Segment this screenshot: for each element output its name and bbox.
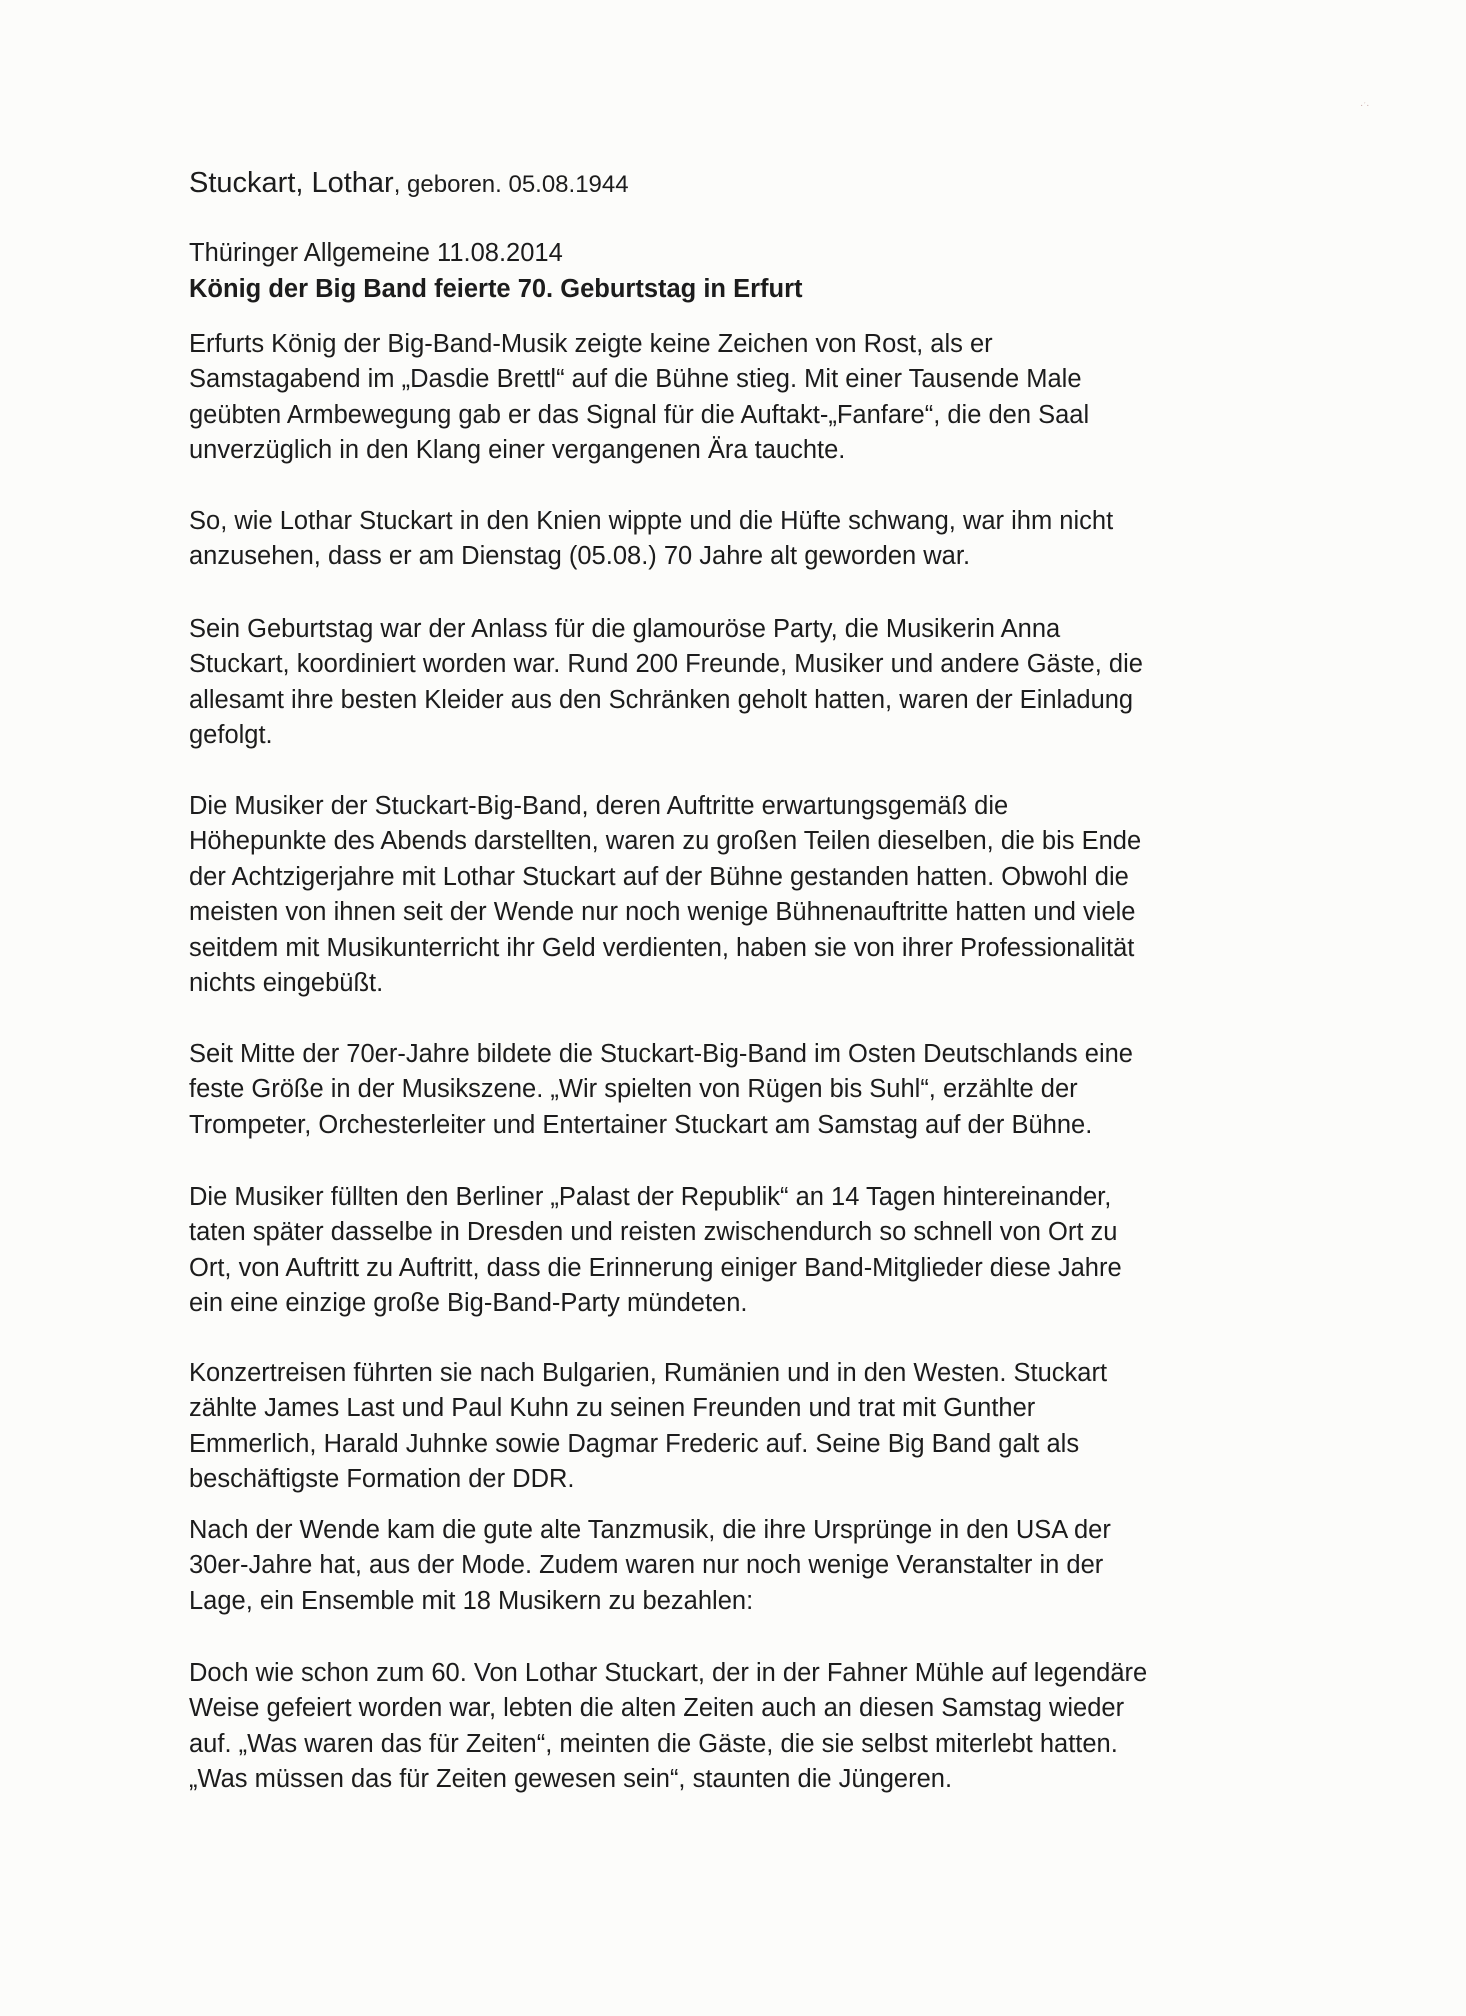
paragraph-line: ein eine einzige große Big-Band-Party mündeten. <box>189 1289 748 1318</box>
paragraph-line: Seit Mitte der 70er-Jahre bildete die Stuckart-Big-Band im Osten Deutschlands eine <box>189 1040 1133 1068</box>
article-paragraph <box>189 1037 1133 1143</box>
paragraph-line: 30er-Jahre hat, aus der Mode. Zudem waren nur noch wenige Veranstalter in der <box>189 1551 1104 1580</box>
paragraph-line: Lage, ein Ensemble mit 18 Musikern zu bezahlen: <box>189 1586 754 1615</box>
paragraph-line: unverzüglich in den Klang einer vergangenen Ära tauchte. <box>189 436 846 465</box>
paragraph-line: Weise gefeiert worden war, lebten die alten Zeiten auch an diesen Samstag wieder <box>189 1694 1125 1723</box>
paragraph-line: Emmerlich, Harald Juhnke sowie Dagmar Frederic auf. Seine Big Band galt als <box>189 1429 1080 1458</box>
article-paragraph <box>189 1656 1147 1798</box>
paragraph-line: Nach der Wende kam die gute alte Tanzmusik, die ihre Ursprünge in den USA der <box>189 1516 1111 1544</box>
person-name: Stuckart, Lothar <box>189 167 394 199</box>
article-paragraph <box>189 1513 1111 1619</box>
source-line: Thüringer Allgemeine 11.08.2014 <box>189 239 563 267</box>
paragraph-line: gefolgt. <box>189 721 273 750</box>
paragraph-line: Doch wie schon zum 60. Von Lothar Stuckart, der in der Fahner Mühle auf legendäre <box>189 1659 1148 1687</box>
paragraph-line: nichts eingebüßt. <box>189 969 384 998</box>
paragraph-line: geübten Armbewegung gab er das Signal für die Auftakt-„Fanfare“, die den Saal <box>189 400 1090 429</box>
scan-mark: ·ˑ· <box>1360 100 1370 111</box>
paragraph-line: meisten von ihnen seit der Wende nur noch wenige Bühnenauftritte hatten und viele <box>189 898 1136 927</box>
article-paragraph <box>189 612 1143 754</box>
paragraph-line: feste Größe in der Musikszene. „Wir spielten von Rügen bis Suhl“, erzählte der <box>189 1075 1078 1104</box>
paragraph-line: Erfurts König der Big-Band-Musik zeigte keine Zeichen von Rost, als er <box>189 330 993 358</box>
paragraph-line: zählte James Last und Paul Kuhn zu seinen Freunden und trat mit Gunther <box>189 1394 1036 1423</box>
paragraph-line: allesamt ihre besten Kleider aus den Schränken geholt hatten, waren der Einladung <box>189 685 1134 714</box>
birth-date: , geboren. 05.08.1944 <box>393 171 629 198</box>
article-paragraph <box>189 504 1113 575</box>
document-title <box>189 165 629 203</box>
paragraph-line: „Was müssen das für Zeiten gewesen sein“, staunten die Jüngeren. <box>189 1765 953 1794</box>
paragraph-line: seitdem mit Musikunterricht ihr Geld verdienten, haben sie von ihrer Professionalität <box>189 933 1135 962</box>
paragraph-line: taten später dasselbe in Dresden und reisten zwischendurch so schnell von Ort zu <box>189 1218 1118 1247</box>
paragraph-line: Samstagabend im „Dasdie Brettl“ auf die Bühne stieg. Mit einer Tausende Male <box>189 365 1082 394</box>
paragraph-line: der Achtzigerjahre mit Lothar Stuckart auf der Bühne gestanden hatten. Obwohl die <box>189 862 1129 891</box>
paragraph-line: beschäftigste Formation der DDR. <box>189 1465 575 1494</box>
article-headline: König der Big Band feierte 70. Geburtstag in Erfurt <box>189 275 803 303</box>
paragraph-line: Trompeter, Orchesterleiter und Entertainer Stuckart am Samstag auf der Bühne. <box>189 1110 1093 1139</box>
article-paragraph <box>189 327 1089 469</box>
paragraph-line: Konzertreisen führten sie nach Bulgarien, Rumänien und in den Westen. Stuckart <box>189 1359 1108 1387</box>
paragraph-line: Stuckart, koordiniert worden war. Rund 200 Freunde, Musiker und andere Gäste, die <box>189 650 1143 679</box>
article-paragraph <box>189 1180 1122 1322</box>
paragraph-line: Höhepunkte des Abends darstellten, waren zu großen Teilen dieselben, die bis Ende <box>189 827 1142 856</box>
paragraph-line: anzusehen, dass er am Dienstag (05.08.) 70 Jahre alt geworden war. <box>189 542 971 571</box>
paragraph-line: Sein Geburtstag war der Anlass für die glamouröse Party, die Musikerin Anna <box>189 615 1061 643</box>
article-paragraph <box>189 789 1141 1001</box>
paragraph-line: Ort, von Auftritt zu Auftritt, dass die Erinnerung einiger Band-Mitglieder diese Jahre <box>189 1253 1122 1282</box>
paragraph-line: So, wie Lothar Stuckart in den Knien wippte und die Hüfte schwang, war ihm nicht <box>189 507 1114 535</box>
paragraph-line: Die Musiker füllten den Berliner „Palast der Republik“ an 14 Tagen hintereinander, <box>189 1183 1112 1211</box>
article-paragraph <box>189 1356 1107 1498</box>
paragraph-line: Die Musiker der Stuckart-Big-Band, deren Auftritte erwartungsgemäß die <box>189 792 1009 820</box>
paragraph-line: auf. „Was waren das für Zeiten“, meinten die Gäste, die sie selbst miterlebt hatten. <box>189 1729 1118 1758</box>
